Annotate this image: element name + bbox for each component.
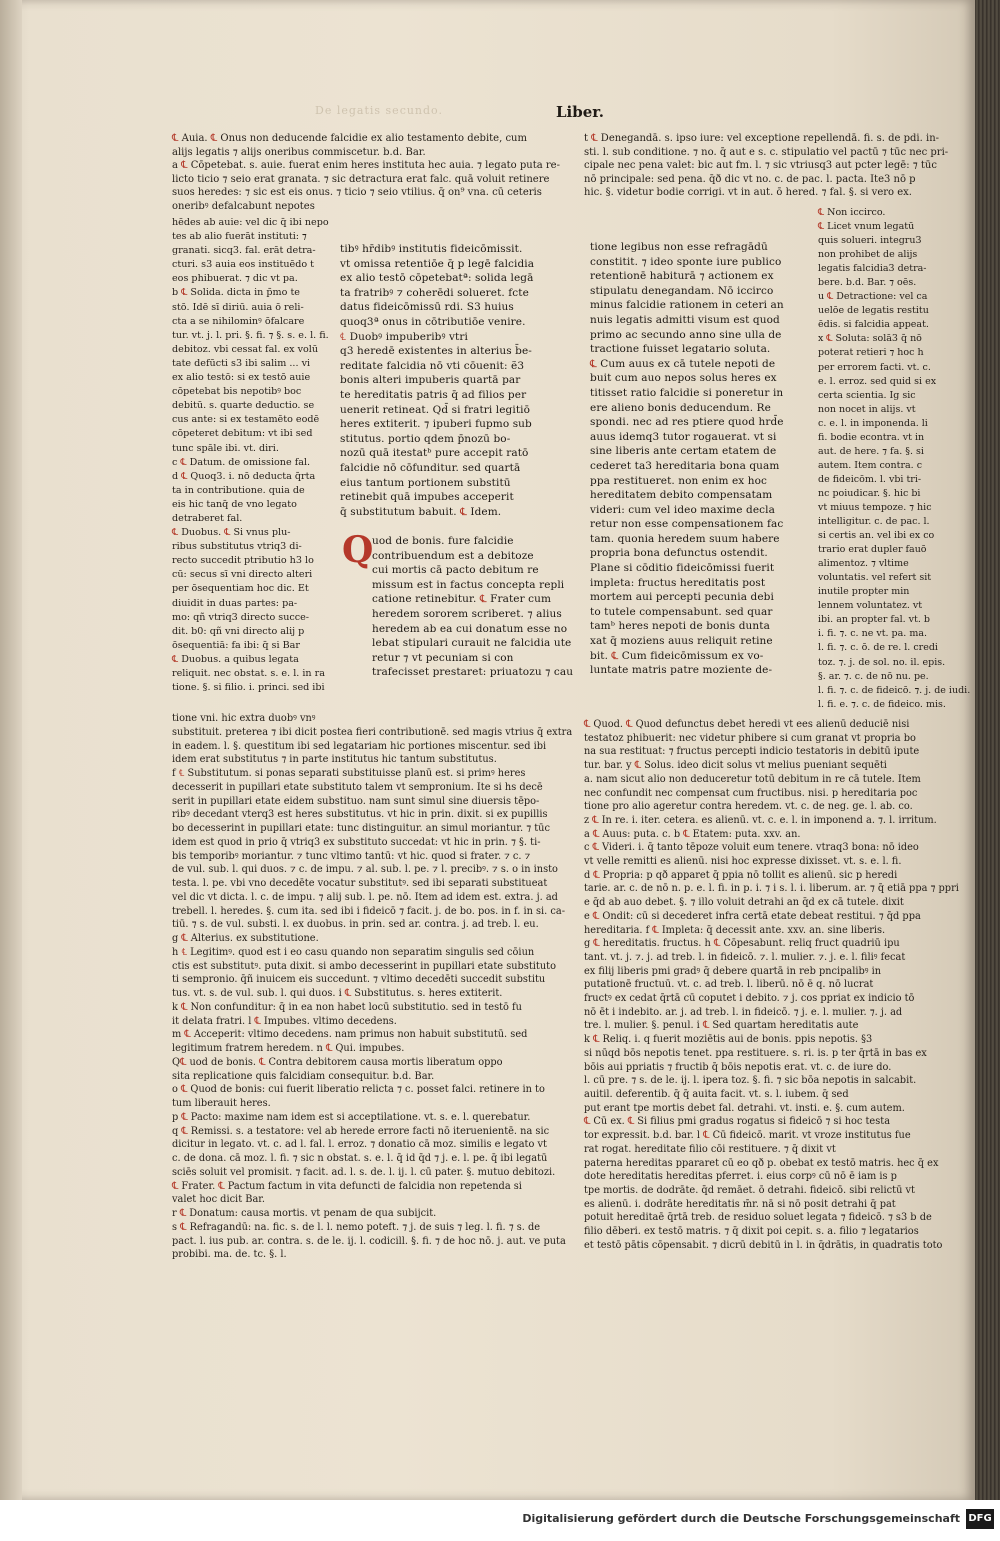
text-line: tam. quonia heredem suum habere (590, 532, 780, 545)
text-line: ℄ Licet vnum legatū (818, 221, 915, 233)
text-line: primo ac secundo anno sine ulla de (590, 328, 782, 341)
text-line: tione legibus non esse refragādū (590, 241, 768, 253)
text-line: Plane si cōditio fideicōmissi fuerit (590, 562, 775, 575)
text-line: debitū. s. quarte deductio. se (172, 400, 315, 412)
text-line: k ℄ Reliq. i. q fuerit moziētis aui de bonis. ppis nepotis. §3 (584, 1034, 873, 1046)
text-line: x ℄ Soluta: solā3 q̄ nō (818, 333, 922, 345)
dfg-credit: Digitalisierung gefördert durch die Deutsche Forschungsgemeinschaft (522, 1512, 960, 1525)
text-line: cōpetebat bis nepotibꝰ boc (172, 386, 302, 398)
text-line: si certis an. vel ibi ex co (818, 530, 935, 542)
text-line: ribꝰ decedant vterq3 est heres substitutus. vt hic in prin. dixit. si ex pupillis (172, 809, 548, 821)
text-line: o ℄ Quod de bonis: cui fuerit liberatio relicta ⁊ c. posset falci. retinere in to (172, 1084, 545, 1096)
text-line: missum est in factus concepta repli (372, 578, 565, 591)
text-line: ℄ Duobus. a quibus legata (172, 653, 299, 665)
text-line: c ℄ Datum. de omissione fal. (172, 456, 311, 468)
text-line: tione vni. hic extra duobꝰ vnꝰ (172, 713, 316, 724)
text-line: bo decesserint in pupillari etate: tunc distinguitur. an simul moriantur. ⁊ tūc (172, 823, 550, 834)
text-line: dicitur in legato. vt. c. ad l. fal. l. erroz. ⁊ donatio cā moz. similis e legato vt (172, 1139, 547, 1151)
text-line: ta fratribꝰ ⁊ coherēdi solueret. fcte (340, 286, 529, 299)
text-line: s ℄ Refragandū: na. fic. s. de l. l. nemo poteft. ⁊ j. de suis ⁊ leg. l. fi. ⁊ s. de (172, 1221, 541, 1233)
text-line: put erant tpe mortis debet fal. detrahi. vt. insti. e. §. cum autem. (584, 1102, 905, 1114)
text-line: ppa restitueret. non enim ex hoc (590, 474, 768, 487)
text-line: spondi. nec ad res ptiere quod hrd̄e (590, 416, 784, 429)
text-line: l. cū pre. ⁊ s. de le. ij. l. ipera toz. §. fi. ⁊ sic bōa nepotis in salcabit. (584, 1075, 917, 1087)
text-line: putationē fructuū. vt. c. ad treb. l. liberū. nō ē q. nō lucrat (584, 979, 874, 991)
text-line: sti. l. sub conditione. ⁊ no. q̄ aut e s. c. stipulatio vel pactū ⁊ tūc nec pri- (584, 146, 949, 158)
text-line: vt miuus tempoze. ⁊ hic (818, 501, 932, 513)
text-line: probibi. ma. de. tc. §. l. (172, 1249, 287, 1261)
text-line: cederet ta3 hereditaria bona quam (590, 459, 780, 472)
text-line: stitutus. portio qdem p̄nozū bo- (340, 432, 511, 445)
text-line: ctis est substitutꝰ. puta dixit. si ambo decesserint in pupillari etate substituto (172, 960, 557, 972)
text-line: c ℄ Videri. i. q̄ tanto tēpoze voluit eum tenere. vtraq3 bona: nō ideo (584, 842, 919, 854)
text-line: trebell. l. heredes. §. cum ita. sed ibi i fideicō ⁊ facit. j. de bo. pos. in f. in si. ca- (172, 905, 566, 917)
text-line: eius tantum portionem substitū (340, 476, 511, 489)
dfg-logo: DFG (966, 1509, 994, 1529)
text-line: uelōe de legatis restitu (818, 305, 929, 317)
main-text-lower (372, 534, 574, 680)
text-line: l. fi. ⁊. c. ō. de re. l. credi (818, 642, 938, 654)
text-line: heredem sororem scriberet. ⁊ alius (372, 607, 562, 620)
text-line: valet hoc dicit Bar. (172, 1194, 266, 1206)
text-line: luntate matris patre moziente de- (590, 664, 773, 677)
text-line: trario erat dupler fauō (818, 544, 927, 556)
text-line: serit in pupillari etate eidem substituo. nam sunt simul sine diuersis tēpo- (172, 795, 540, 807)
text-line: recto succedit ptributio h3 lo (172, 555, 314, 567)
text-line: buit cum auo nepos solus heres ex (590, 372, 777, 385)
text-line: intelligitur. c. de pac. l. (818, 516, 930, 528)
text-line: toz. ⁊. j. de sol. no. il. epis. (818, 656, 946, 668)
text-line: ex alio testō: si ex testō auie (172, 372, 311, 384)
text-line: nc poiudicar. §. hic bi (818, 487, 921, 499)
text-line: fi. bodie econtra. vt in (818, 431, 925, 443)
text-line: te hereditatis patris q̄ ad filios per (340, 388, 527, 401)
bleed-through-heading: De legatis secundo. (315, 104, 443, 117)
text-line: catione retinebitur. ℄ Frater cum (372, 593, 552, 606)
text-line: cōpeteret debitum: vt ibi sed (172, 428, 313, 440)
text-line: trafecisset prestaret: priuatozu ⁊ cau (372, 666, 574, 679)
text-line: q̄ substitutum babuit. ℄ Idem. (340, 505, 502, 518)
text-line: licto ticio ⁊ seio erat granata. ⁊ sic detractura erat falc. quā voluit retinere (172, 173, 550, 185)
text-line: tractione fuisset legatario soluta. (590, 343, 771, 356)
text-line: stipulatu denegandam. Nō iccirco (590, 284, 774, 297)
text-line: p ℄ Pacto: maxime nam idem est si acceptilatione. vt. s. e. l. querebatur. (172, 1111, 531, 1123)
text-line: mo: qñ vtriq3 directo succe- (172, 611, 310, 623)
text-line: vel dic vt dicta. l. c. de impu. ⁊ alij sub. l. pe. nō. Item ad idem est. extra. j. ad (172, 891, 558, 903)
text-line: tum liberauit heres. (172, 1098, 271, 1109)
text-line: tunc spāle ibi. vt. diri. (172, 442, 279, 454)
text-line: stō. Idē sī diriū. auia ō reli- (172, 301, 304, 313)
text-line: autem. Item contra. c (818, 459, 923, 471)
text-line: Q℄ uod de bonis. ℄ Contra debitorem causa mortis liberatum oppo (172, 1056, 503, 1068)
text-line: heres extiterit. ⁊ ipuberi fupmo sub (340, 418, 532, 431)
left-gloss-bottom (172, 712, 573, 1262)
text-line: hereditatem debito compensatam (590, 489, 773, 502)
text-line: h ℄ Legitimꝰ. quod est i eo casu quando non separatim singulis sed cōiun (172, 946, 535, 958)
text-line: constitit. ⁊ ideo sponte iure publico (590, 255, 782, 268)
text-line: tiū. ⁊ s. de vul. substi. l. ex duobus. in prin. sed ar. contra. j. ad treb. l. eu. (172, 919, 539, 931)
text-line: fructꝰ ex cedat q̄rtā cū coputet i debito. ⁊ j. cos ppriat ex indicio tō (584, 993, 915, 1005)
text-line: to tutele compensabunt. sed quar (590, 605, 773, 618)
text-line: sine liberis ante certam etatem de (590, 445, 777, 458)
right-gloss-narrow (818, 206, 971, 712)
text-line: bit. ℄ Cum fideicōmissum ex vo- (590, 649, 764, 662)
text-line: suos heredes: ⁊ sic est eis onus. ⁊ ticio ⁊ seio vtilius. q̄ on⁹ vna. cū ceteris (172, 187, 542, 198)
text-line: non nocet in alijs. vt (818, 403, 916, 415)
text-line: tarie. ar. c. de nō n. p. e. l. fi. in p. i. ⁊ i s. l. i. liberum. ar. ⁊ q̄ etiā ppa ⁊ ppri (584, 883, 959, 895)
text-line: si nūqd bōs nepotis tenet. ppa restituere. s. ri. is. p ter q̄rtā in bas ex (584, 1047, 927, 1059)
text-line: inutile propter min (818, 586, 910, 598)
text-line: ex alio testō cōpetebatª: solida legā (340, 272, 534, 285)
text-line: t ℄ Denegandā. s. ipso iure: vel exceptione repellendā. fi. s. de pdi. in- (584, 133, 940, 144)
text-line: retinebit quā impubes acceperit (340, 491, 514, 504)
text-line: tre. l. mulier. §. penul. i ℄ Sed quartam hereditatis aute (584, 1020, 859, 1032)
text-line: substituit. preterea ⁊ ibi dicit postea fieri contributionē. sed magis vtrius q̄ extra (172, 726, 573, 738)
text-line: dote hereditatis hereditas pferret. i. eius corpꝰ cū nō ē iam is p (584, 1171, 897, 1183)
text-line: bonis alteri impuberis quartā par (340, 374, 521, 387)
drop-initial-q: Q (342, 529, 374, 571)
text-line: alimentoz. ⁊ vltime (818, 558, 909, 570)
text-line: tes ab alio fuerāt instituti: ⁊ (172, 231, 307, 243)
main-text-upper (340, 242, 562, 519)
text-line: ibi. an propter fal. vt. b (818, 614, 930, 626)
text-line: auitil. deferentib. q̄ q̄ auita facit. vt. s. l. iubem. q̄ sed (584, 1088, 849, 1100)
text-line: nō ēt i indebito. ar. j. ad treb. l. in fideicō. ⁊ j. e. l. mulier. ⁊. j. ad (584, 1006, 903, 1018)
text-line: debitoz. vbi cessat fal. ex volū (172, 343, 319, 355)
text-line: ribus substitutus vtriq3 di- (172, 541, 302, 553)
text-line: lebat stipulari curauit ne falcidia ute (372, 637, 572, 650)
text-line: tur. bar. y ℄ Solus. ideo dicit solus vt melius pueniant sequēti (584, 760, 887, 772)
text-line: quoq3ª onus in cōtributiōe venire. (340, 315, 526, 328)
right-main-text (590, 240, 812, 678)
text-line: cui mortis cā pacto debitum re (372, 564, 539, 577)
text-line: e. l. erroz. sed quid si ex (818, 375, 937, 387)
text-line: legatis falcidia3 detra- (818, 263, 927, 275)
text-line: a ℄ Auus: puta. c. b ℄ Etatem: puta. xxv. an. (584, 828, 801, 840)
text-line: quis solueri. integru3 (818, 235, 922, 247)
text-line: poterat retieri ⁊ hoc h (818, 347, 924, 359)
text-line: q3 heredē existentes in alterius b̄e- (340, 345, 532, 358)
text-line: contribuendum est a debitoze (372, 549, 534, 562)
text-line: non prohibet de alijs (818, 249, 918, 261)
text-line: c. de dona. cā moz. l. fi. ⁊ sic n obstat. s. e. l. q̄ id q̄d ⁊ j. e. l. pe. q̄ ibi legatū (172, 1153, 548, 1164)
text-line: per errorem facti. vt. c. (818, 361, 931, 373)
text-line: nuis legatis admitti visum est quod (590, 313, 780, 326)
text-line: bōis aui ppriatis ⁊ fructib q̄ bōis nepotis erat. vt. c. de iure do. (584, 1061, 892, 1073)
text-line: voluntatis. vel refert sit (818, 572, 932, 584)
text-line: legitimum fratrem heredem. n ℄ Qui. impubes. (172, 1043, 405, 1054)
text-line: ℄ Non iccirco. (818, 207, 886, 218)
text-line: bere. b.d. Bar. ⁊ oēs. (818, 277, 917, 289)
text-line: nozū quā itestatᵇ pure accepit ratō (340, 447, 529, 460)
text-line: dit. b0: qñ vni directo alij p (172, 625, 305, 637)
text-line: titisset ratio falcidie si poneretur in (590, 386, 784, 399)
text-line: uod de bonis. fure falcidie (372, 535, 514, 547)
text-line: tus. vt. s. de vul. sub. l. qui duos. i ℄ Substitutus. s. heres extiterit. (172, 988, 503, 999)
text-line: tate defūcti s3 ibi salim ... vi (172, 357, 311, 369)
text-line: nec confundit nec compensat cum fructibus. nisi. p hereditaria poc (584, 787, 918, 799)
text-line: §. ar. ⁊. c. de nō nu. pe. (818, 670, 929, 682)
text-line: pact. l. ius pub. ar. contra. s. de le. ij. l. codicill. §. fi. ⁊ de hoc nō. j. aut. ve puta (172, 1235, 566, 1247)
text-line: et testō pātis cōpensabit. ⁊ dicrū debitū in l. in q̄drātis, in quadratis toto (584, 1239, 943, 1251)
text-line: c. e. l. in imponenda. li (818, 417, 928, 429)
text-line: u ℄ Detractione: vel ca (818, 291, 928, 303)
text-line: i. fi. ⁊. c. ne vt. pa. ma. (818, 628, 928, 640)
text-line: m ℄ Acceperit: vltimo decedens. nam primus non habuit substitutū. sed (172, 1029, 528, 1041)
text-line: ℄ Duobꝰ impuberibꝰ vtri (340, 330, 468, 343)
text-line: detraberet fal. (172, 512, 243, 524)
text-line: r ℄ Donatum: causa mortis. vt penam de qua subijcit. (172, 1208, 437, 1219)
text-line: k ℄ Non confunditur: q̄ in ea non habet locū substitutio. sed in testō fu (172, 1001, 522, 1013)
text-line: eis hic tanq̄ de vno legato (172, 498, 297, 510)
text-line: sita replicatione quis falcidiam consequitur. b.d. Bar. (172, 1070, 435, 1082)
running-head: Liber. (556, 103, 605, 121)
text-line: e q̄d ab auo debet. §. ⁊ illo voluit detrahi an q̄d ex cā tutele. dixit (584, 897, 904, 909)
text-line: d ℄ Quoq3. i. nō deducta q̄rta (172, 470, 316, 482)
text-line: de vul. sub. l. qui duos. ⁊ c. de impu. ⁊ al. sub. l. pe. ⁊ l. precibꝰ. ⁊ s. o in insto (172, 864, 558, 876)
text-line: it delata fratri. l ℄ Impubes. vltimo decedens. (172, 1015, 397, 1027)
page-gutter (0, 0, 22, 1500)
text-line: ℄ Duobus. ℄ Si vnus plu- (172, 527, 291, 539)
text-line: lennem voluntatez. vt (818, 600, 923, 612)
text-line: cus ante: si ex testamēto eodē (172, 414, 320, 426)
text-line: ere alieno bonis deducendum. Re (590, 401, 771, 414)
text-line: idem erat substitutus ⁊ in parte institutus hic tantum substitutus. (172, 754, 497, 766)
text-line: decesserit in pupillari etate substituto talem vt sempronium. Ite si hs decē (172, 781, 543, 793)
right-gloss-bottom (584, 718, 959, 1252)
text-line: e ℄ Ondit: cū si decederet infra certā etate debeat restitui. ⁊ q̄d ppa (584, 910, 921, 922)
text-line: testa. l. pe. vbi vno decedēte vocatur substitutꝰ. sed ibi separati substitueat (172, 878, 548, 889)
text-line: f ℄ Substitutum. si ponas separati substituisse planū est. si primꝰ heres (172, 768, 526, 779)
text-line: de fideicōm. l. vbi tri- (818, 473, 922, 485)
text-line: retentionē habiturā ⁊ actionem ex (590, 270, 774, 283)
text-line: falcidie nō cōfunditur. sed quartā (340, 461, 521, 474)
text-line: cū: secus sī vni directo alteri (172, 569, 313, 581)
text-line: tur. vt. j. l. pri. §. fi. ⁊ §. s. e. l. fi. (172, 329, 329, 341)
text-line: heredem ab ea cui donatum esse no (372, 622, 568, 635)
text-line: ta in contributione. quia de (172, 484, 305, 496)
text-line: hereditaria. f ℄ Impleta: q̄ decessit ante. xxv. an. sine liberis. (584, 924, 886, 936)
text-line: bis temporibꝰ moriantur. ⁊ tunc vltimo tantū: vt hic. quod si frater. ⁊ c. ⁊ (172, 850, 531, 862)
text-line: ℄ Cū ex. ℄ Si filius pmi gradus rogatus si fideicō ⁊ si hoc testa (584, 1116, 891, 1128)
text-line: cturi. s3 auia eos instituēdo t (172, 259, 315, 271)
text-line: tamᵇ heres nepoti de bonis dunta (590, 620, 770, 633)
text-line: alijs legatis ⁊ alijs oneribus commiscetur. b.d. Bar. (172, 146, 426, 158)
text-line: tor expressit. b.d. bar. l ℄ Cū fideicō. marit. vt vroze institutus fue (584, 1130, 911, 1142)
text-line: auus idemq3 tutor rogauerat. vt si (590, 430, 777, 443)
text-line: q ℄ Remissi. s. a testatore: vel ab herede errore facti nō iteruenientē. na sic (172, 1125, 550, 1137)
text-line: ex filij liberis pmi gradꝰ q̄ debere quartā in reb pncipalibꝰ in (584, 965, 882, 977)
text-line: videri: cum vel ideo maxime decla (590, 503, 775, 516)
text-line: xat q̄ moziens auus reliquit retine (590, 635, 773, 648)
text-line: vt velle remitti es alienū. nisi hoc expresse dixisset. vt. s. e. l. fi. (584, 856, 902, 868)
text-line: a. nam sicut alio non deduceretur totū debitum in re cā tutele. Item (584, 773, 921, 785)
text-line: nō principale: sed pena. q̄ð dic vt no. c. de pac. l. pacta. Ite3 nō p (584, 173, 916, 185)
text-line: datus fideicōmissū rdi. S3 huius (340, 301, 514, 314)
text-line: mortem aui percepti pecunia debi (590, 591, 774, 604)
text-line: diuidit in duas partes: pa- (172, 597, 298, 609)
text-line: ℄ Quod. ℄ Quod defunctus debet heredi vt ees alienū deduciē nisi (584, 719, 910, 730)
left-gloss-top (172, 132, 562, 213)
text-line: cta a se nihilominꝰ ōfalcare (172, 315, 305, 327)
text-line: ℄ Auia. ℄ Onus non deducende falcidie ex alio testamento debite, cum (172, 133, 527, 144)
left-gloss-narrow (172, 216, 332, 695)
text-line: tant. vt. j. ⁊. j. ad treb. l. in fideicō. ⁊. l. mulier. ⁊. j. e. l. filiꝰ fecat (584, 951, 906, 963)
text-line: retur ⁊ vt pecuniam si con (372, 651, 514, 664)
text-line: retur non esse compensationem fac (590, 518, 784, 531)
text-line: aut. de here. ⁊ fa. §. si (818, 445, 924, 457)
text-line: oneribꝰ defalcabunt nepotes (172, 200, 315, 212)
text-line: ēdis. si falcidia appeat. (818, 319, 929, 331)
text-line: b ℄ Solida. dicta in p̄mo te (172, 287, 300, 299)
text-line: ōsequentiā: fa ibi: q̄ si Bar (172, 639, 300, 651)
text-line: ℄ Frater. ℄ Pactum factum in vita defuncti de falcidia non repetenda si (172, 1180, 522, 1192)
text-line: ti sempronio. q̄ñ inuicem eis succedunt. ⁊ vltimo decedēti succedit substitu (172, 974, 546, 986)
text-line: filio dēberi. ex testō matris. ⁊ q̄ dixit poi cepit. s. a. filio ⁊ legatarios (584, 1226, 919, 1238)
text-line: sciēs soluit vel promisit. ⁊ facit. ad. l. s. de. l. ij. l. cū pater. §. mutuo debitozi. (172, 1166, 556, 1178)
text-line: tpe mortis. de dodrāte. q̄d remāet. ō detrahi. fideicō. sibi relictū vt (584, 1184, 915, 1196)
text-line: ℄ Cum auus ex cā tutele nepoti de (590, 357, 776, 370)
text-line: cipale nec pena valet: bic aut fm. l. ⁊ sic vtriusq3 aut pcter legē: ⁊ tūc (584, 160, 937, 171)
text-line: es alienū. i. dodrāte hereditatis m̄r. nā si nō posit detrahi q̄ pat (584, 1198, 896, 1210)
text-line: paterna hereditas ppararet cū eo qð p. obebat ex testō matris. hec q̄ ex (584, 1157, 939, 1169)
text-line: uenerit retineat. Qd̄ si fratri legitiō (340, 403, 531, 416)
text-line: d ℄ Propria: p qð apparet q̄ ppia nō tollit es alienū. sic p heredi (584, 869, 898, 881)
text-line: vt omissa retentiōe q̄ p legē falcidia (340, 257, 535, 270)
text-line: reliquit. nec obstat. s. e. l. in ra (172, 668, 325, 679)
text-line: idem est quod in prio q̄ vtriq3 ex substituto succedat: vt hic in prin. ⁊ §. ti- (172, 836, 541, 848)
text-line: tione pro alio ageretur contra heredem. vt. c. de neg. ge. l. ab. co. (584, 801, 913, 813)
text-line: a ℄ Cōpetebat. s. auie. fuerat enim heres instituta hec auia. ⁊ legato puta re- (172, 160, 560, 171)
text-line: g ℄ Alterius. ex substitutione. (172, 933, 319, 944)
footer-bar (0, 1500, 1000, 1541)
text-line: eos phibuerat. ⁊ dic vt pa. (172, 273, 298, 285)
text-line: granati. sicq3. fal. erāt detra- (172, 245, 316, 257)
text-line: rat rogat. hereditate filio cōi restituere. ⁊ q̄ dixit vt (584, 1143, 836, 1155)
text-line: certa scientia. Ig sic (818, 389, 916, 401)
text-line: impleta: fructus hereditatis post (590, 576, 766, 589)
text-line: g ℄ hereditatis. fructus. h ℄ Cōpesabunt. reliq fruct quadriū ipu (584, 938, 900, 950)
text-line: reditate falcidia nō vti cōuenit: ẽ3 (340, 359, 525, 372)
text-line: l. fi. ⁊. c. de fideicō. ⁊. j. de iudi. (818, 684, 971, 696)
text-line: in eadem. l. §. questitum ibi sed legatariam hic portiones miscentur. sed ibi (172, 740, 547, 752)
text-line: hēdes ab auie: vel dic q̄ ibi nepo (172, 217, 329, 228)
text-line: minus falcidie rationem in ceteri an (590, 299, 784, 312)
text-line: z ℄ In re. i. iter. cetera. es alienū. vt. c. e. l. in imponend a. ⁊. l. irritum. (584, 814, 937, 826)
book-edge (975, 0, 1000, 1500)
right-gloss-top (584, 132, 949, 200)
text-line: tione. §. si filio. i. princi. sed ibi (172, 682, 325, 694)
text-line: potuit hereditaē q̄rtā treb. de residuo soluet legata ⁊ fideicō. ⁊ s3 b de (584, 1212, 932, 1224)
text-line: tibꝰ hr̄dibꝰ institutis fideicōmissit. (340, 243, 523, 255)
text-line: per ōsequentiam hoc dic. Et (172, 583, 309, 595)
text-line: propria bona defunctus ostendit. (590, 547, 768, 560)
text-line: testatoz phibuerit: nec videtur phibere si cum granat vt propria bo (584, 732, 916, 744)
text-line: na sua restituat: ⁊ fructus percepti indicio testatoris in debitū ipute (584, 746, 920, 758)
text-line: l. fi. e. ⁊. c. de fideico. mis. (818, 698, 946, 710)
text-line: hic. §. videtur bodie corrigi. vt in aut. ō hered. ⁊ fal. §. si vero ex. (584, 187, 912, 198)
